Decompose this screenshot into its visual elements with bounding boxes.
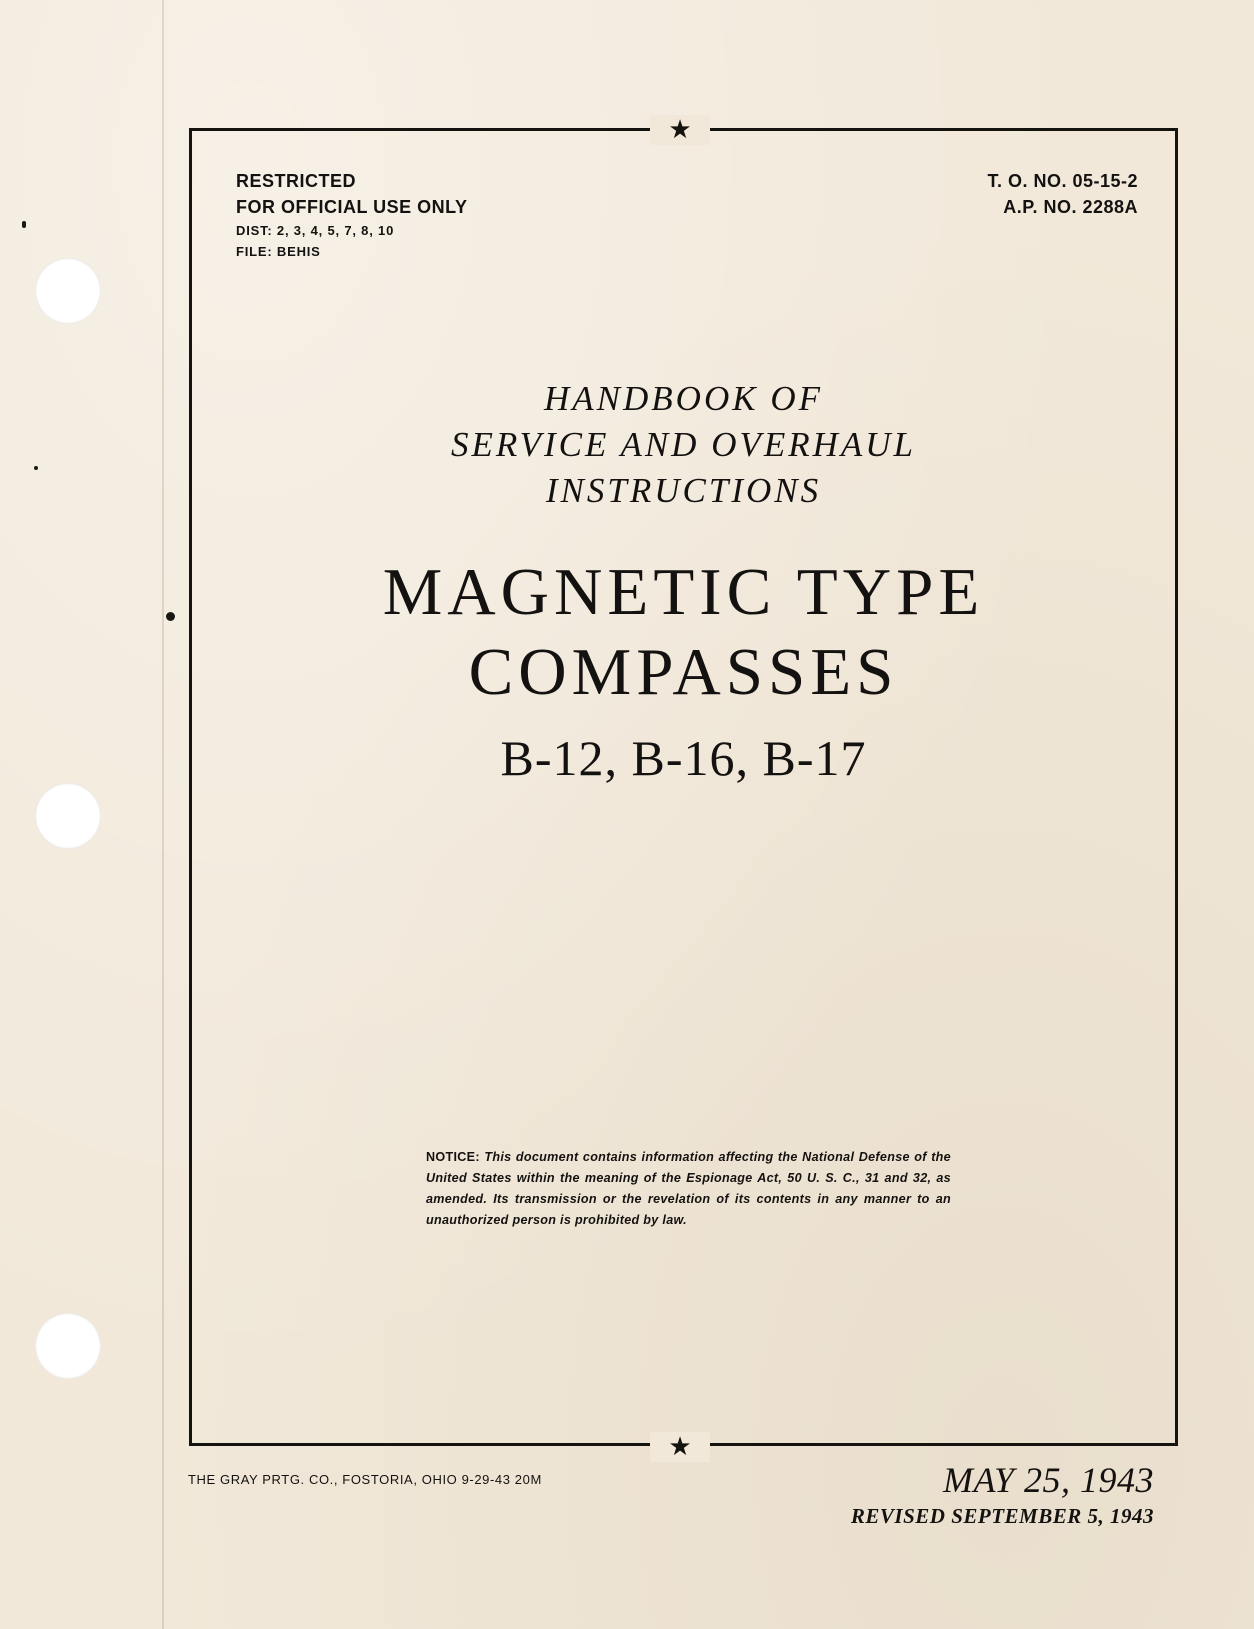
title-line: HANDBOOK OF: [544, 379, 823, 418]
document-numbers: [987, 168, 1138, 220]
title-line: SERVICE AND OVERHAUL: [450, 425, 917, 464]
model-numbers: B-12, B-16, B-17: [500, 730, 867, 786]
punch-hole: [35, 783, 101, 849]
margin-mark: [22, 221, 26, 228]
handbook-title: [189, 376, 1178, 514]
ap-number: A.P. NO. 2288A: [1003, 197, 1138, 217]
punch-hole: [35, 258, 101, 324]
margin-mark: [34, 466, 38, 470]
page-edge: [162, 0, 164, 1629]
file-label: FILE: BEHIS: [236, 244, 321, 259]
espionage-notice: [426, 1147, 951, 1231]
notice-lead: NOTICE:: [426, 1150, 480, 1164]
margin-mark: [166, 612, 175, 621]
distribution-label: DIST: 2, 3, 4, 5, 7, 8, 10: [236, 223, 395, 238]
to-number: T. O. NO. 05-15-2: [987, 171, 1138, 191]
star-icon: ★: [650, 1432, 710, 1462]
main-title: [189, 552, 1178, 712]
revision-date: REVISED SEPTEMBER 5, 1943: [850, 1504, 1154, 1528]
printer-imprint: THE GRAY PRTG. CO., FOSTORIA, OHIO 9-29-43 20M: [188, 1472, 542, 1487]
official-use-label: FOR OFFICIAL USE ONLY: [236, 197, 468, 217]
main-title-line: MAGNETIC TYPE: [382, 555, 985, 629]
star-icon: ★: [650, 115, 710, 145]
security-header: [236, 168, 468, 262]
classification-label: RESTRICTED: [236, 171, 357, 191]
notice-text: This document contains information affecting the National Defense of the United States within the meaning of the Espionage Act, 50 U. S. C., 31 and 32, as amended. Its transmission or the revelation of its contents in any manner to an unauthorized person is prohibited by law.: [426, 1150, 951, 1227]
publication-date: MAY 25, 1943: [942, 1460, 1154, 1500]
main-title-line: COMPASSES: [468, 635, 899, 709]
punch-hole: [35, 1313, 101, 1379]
title-line: INSTRUCTIONS: [545, 471, 822, 510]
